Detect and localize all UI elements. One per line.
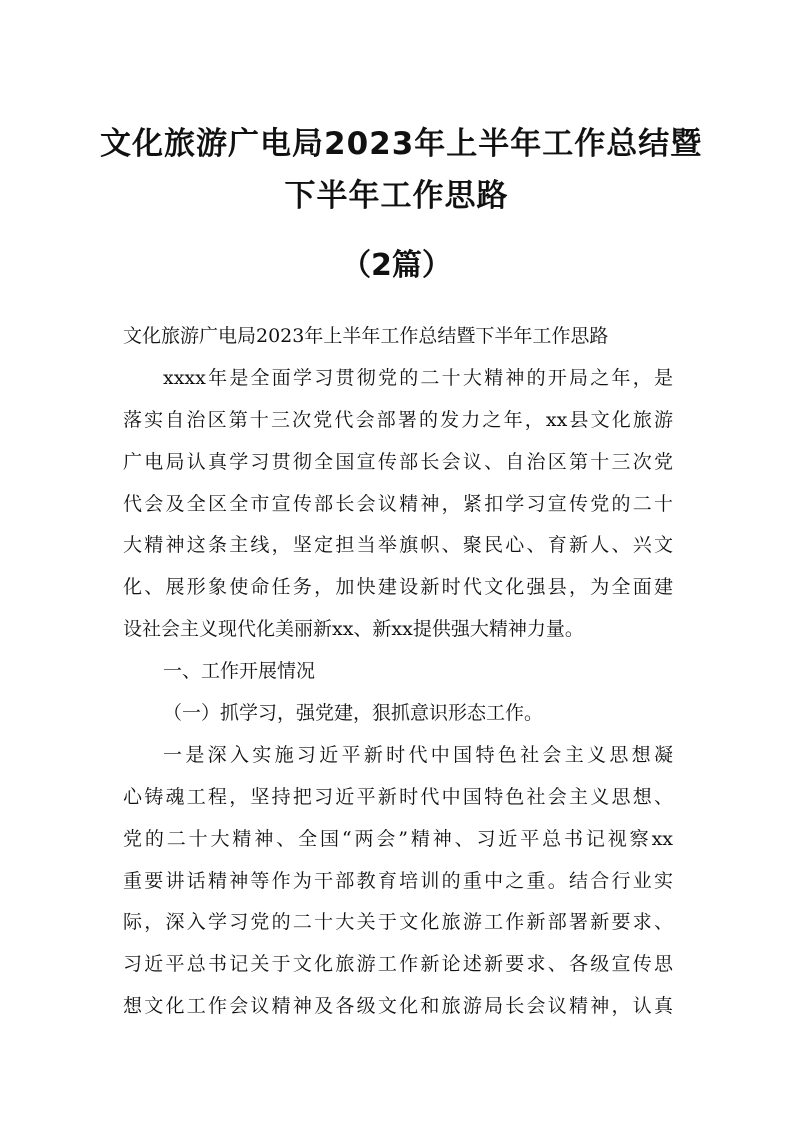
paragraph-line: 重要讲话精神等作为干部教育培训的重中之重。结合行业实 (123, 869, 673, 892)
paragraph-line: 想文化工作会议精神及各级文化和旅游局长会议精神，认真 (123, 995, 673, 1018)
paragraph-line: 党的二十大精神、全国“两会”精神、习近平总书记视察xx (123, 827, 673, 850)
title-line-1: 文化旅游广电局2023年上半年工作总结暨 (100, 126, 703, 162)
document-title (100, 118, 703, 222)
title-line-2: 下半年工作思路 (284, 178, 509, 214)
paragraph-line: xxxx年是全面学习贯彻党的二十大精神的开局之年，是 (163, 366, 673, 389)
paragraph-line: 设社会主义现代化美丽新xx、新xx提供强大精神力量。 (123, 618, 584, 641)
paragraph-line: 广电局认真学习贯彻全国宣传部长会议、自治区第十三次党 (123, 450, 673, 473)
subsection-heading: （一）抓学习，强党建，狠抓意识形态工作。 (163, 702, 544, 725)
paragraph-line: 大精神这条主线，坚定担当举旗帜、聚民心、育新人、兴文 (123, 534, 673, 557)
paragraph-line: 心铸魂工程，坚持把习近平新时代中国特色社会主义思想、 (123, 785, 673, 808)
document-body (123, 316, 673, 1028)
paragraph-line: 落实自治区第十三次党代会部署的发力之年，xx县文化旅游 (123, 408, 673, 431)
paragraph-line: 一是深入实施习近平新时代中国特色社会主义思想凝 (163, 743, 673, 766)
paragraph-line: 化、展形象使命任务，加快建设新时代文化强县，为全面建 (123, 576, 673, 599)
document-subtitle: （2篇） (341, 248, 452, 283)
body-heading: 文化旅游广电局2023年上半年工作总结暨下半年工作思路 (123, 325, 609, 347)
paragraph-line: 际，深入学习党的二十大关于文化旅游工作新部署新要求、 (123, 911, 673, 934)
section-heading: 一、工作开展情况 (163, 660, 316, 683)
paragraph-line: 代会及全区全市宣传部长会议精神，紧扣学习宣传党的二十 (123, 492, 673, 515)
paragraph-line: 习近平总书记关于文化旅游工作新论述新要求、各级宣传思 (123, 953, 673, 976)
